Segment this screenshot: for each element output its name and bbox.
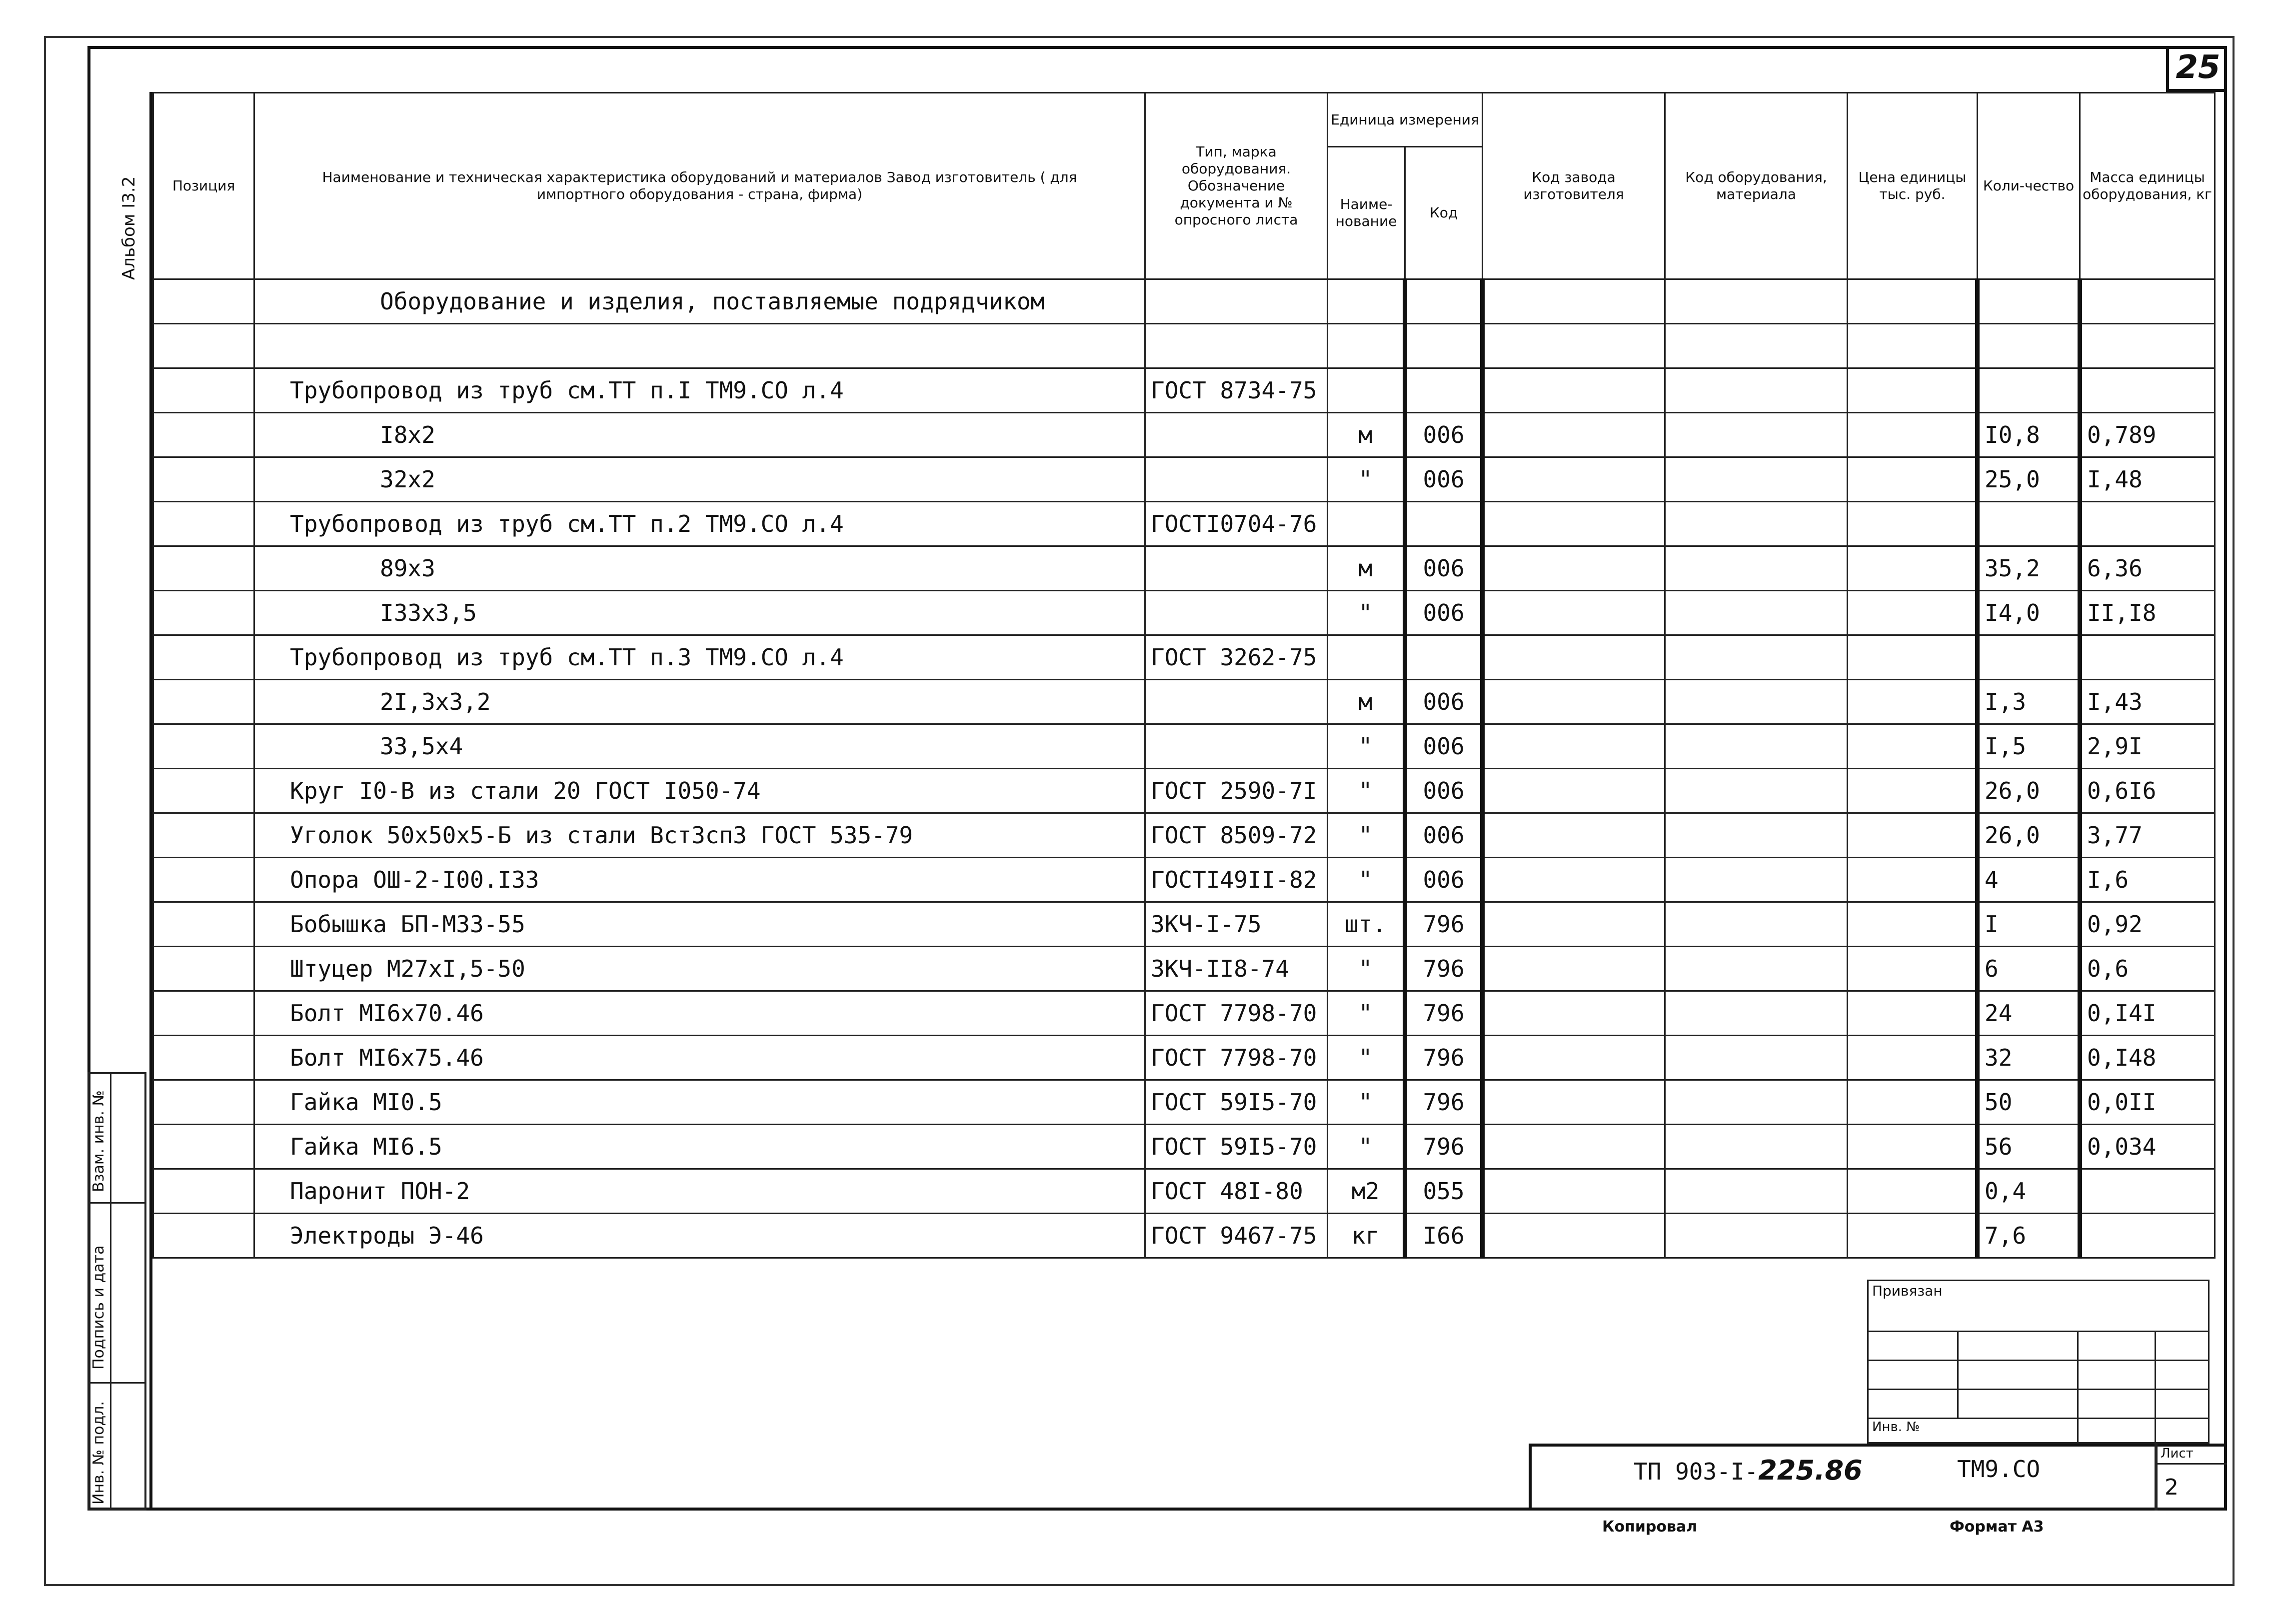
- cell-type: [1145, 680, 1328, 724]
- cell-name: Электроды Э-46: [254, 1214, 1145, 1258]
- cell-type: ГОСТ 8734-75: [1145, 368, 1328, 413]
- cell-position: [153, 413, 254, 457]
- cell-position: [153, 368, 254, 413]
- cell-factory-code: [1483, 902, 1665, 947]
- cell-mass: 2,9I: [2080, 724, 2215, 769]
- inv-label: Инв. №: [1872, 1420, 1920, 1435]
- cell-equipment-code: [1665, 858, 1848, 902]
- cell-position: [153, 947, 254, 991]
- cell-position: [153, 724, 254, 769]
- table-row: [153, 1214, 2215, 1258]
- table-row: [153, 769, 2215, 813]
- cell-type: ГОСТ 8509-72: [1145, 813, 1328, 858]
- cell-quantity: I,3: [1978, 680, 2080, 724]
- cell-factory-code: [1483, 1125, 1665, 1169]
- cell-type: ГОСТI49II-82: [1145, 858, 1328, 902]
- sheet-label: Лист: [2161, 1446, 2194, 1461]
- cell-price: [1848, 635, 1978, 680]
- cell-name: Гайка МI6.5: [254, 1125, 1145, 1169]
- cell-code: 006: [1405, 591, 1483, 635]
- cell-quantity: 32: [1978, 1036, 2080, 1080]
- cell-unit: ": [1328, 813, 1405, 858]
- cell-mass: [2080, 368, 2215, 413]
- cell-price: [1848, 858, 1978, 902]
- cell-quantity: I,5: [1978, 724, 2080, 769]
- header-unit-group: Единица измерения: [1328, 93, 1483, 147]
- cell-code: 006: [1405, 724, 1483, 769]
- cell-position: [153, 1169, 254, 1214]
- cell-factory-code: [1483, 1169, 1665, 1214]
- cell-position: [153, 1036, 254, 1080]
- cell-mass: I,48: [2080, 457, 2215, 502]
- cell-name: Штуцер М27xI,5-50: [254, 947, 1145, 991]
- side-stamp-divider: [110, 1072, 111, 1511]
- cell-unit: ": [1328, 591, 1405, 635]
- cell-unit: ": [1328, 1036, 1405, 1080]
- cell-type: ГОСТ 7798-70: [1145, 991, 1328, 1036]
- table-row: [153, 680, 2215, 724]
- cell-mass: II,I8: [2080, 591, 2215, 635]
- cell-quantity: 56: [1978, 1125, 2080, 1169]
- cell-equipment-code: [1665, 546, 1848, 591]
- linked-divider: [1867, 1360, 2210, 1361]
- table-row: [153, 457, 2215, 502]
- cell-position: [153, 1080, 254, 1125]
- linked-divider: [2077, 1331, 2079, 1444]
- cell-mass: 0,6I6: [2080, 769, 2215, 813]
- cell-code: 006: [1405, 413, 1483, 457]
- cell-unit: ": [1328, 947, 1405, 991]
- table-row: [153, 368, 2215, 413]
- cell-quantity: I0,8: [1978, 413, 2080, 457]
- cell-factory-code: [1483, 1080, 1665, 1125]
- specification-table: [152, 92, 2216, 1259]
- cell-mass: [2080, 502, 2215, 546]
- cell-code: [1405, 368, 1483, 413]
- cell-name: Трубопровод из труб см.ТТ п.3 ТМ9.СО л.4: [254, 635, 1145, 680]
- header-name: Наименование и техническая характеристика оборудований и материалов Завод изготовитель ( для импортного оборудования - страна, фирма): [254, 93, 1145, 279]
- table-row: [153, 546, 2215, 591]
- cell-position: [153, 546, 254, 591]
- cell-price: [1848, 413, 1978, 457]
- cell-equipment-code: [1665, 1169, 1848, 1214]
- cell-factory-code: [1483, 413, 1665, 457]
- cell-code: 055: [1405, 1169, 1483, 1214]
- cell-equipment-code: [1665, 813, 1848, 858]
- cell-type: ГОСТ 48I-80: [1145, 1169, 1328, 1214]
- table-row: [153, 635, 2215, 680]
- table-row: [153, 1036, 2215, 1080]
- cell-code: 006: [1405, 858, 1483, 902]
- cell-price: [1848, 502, 1978, 546]
- cell-type: ГОСТ 7798-70: [1145, 1036, 1328, 1080]
- linked-divider: [2155, 1331, 2156, 1444]
- cell-quantity: 0,4: [1978, 1169, 2080, 1214]
- cell-mass: [2080, 1214, 2215, 1258]
- cell-code: 006: [1405, 457, 1483, 502]
- cell-equipment-code: [1665, 591, 1848, 635]
- cell-price: [1848, 991, 1978, 1036]
- header-equipment-code: Код оборудования, материала: [1665, 93, 1848, 279]
- cell-code: 006: [1405, 813, 1483, 858]
- cell-mass: 0,6: [2080, 947, 2215, 991]
- cell-name: Трубопровод из труб см.ТТ п.2 ТМ9.СО л.4: [254, 502, 1145, 546]
- album-label: Альбом I3.2: [119, 176, 139, 280]
- cell-equipment-code: [1665, 1080, 1848, 1125]
- cell-name: 2I,3x3,2: [254, 680, 1145, 724]
- cell-position: [153, 502, 254, 546]
- cell-type: [1145, 724, 1328, 769]
- cell-quantity: 35,2: [1978, 546, 2080, 591]
- sheet-value: 2: [2165, 1475, 2179, 1500]
- cell-name: 32x2: [254, 457, 1145, 502]
- cell-price: [1848, 546, 1978, 591]
- cell-equipment-code: [1665, 502, 1848, 546]
- table-row: [153, 1169, 2215, 1214]
- header-mass: Масса единицы оборудования, кг: [2080, 93, 2215, 279]
- doc-code-handwritten: 225.86: [1758, 1455, 1863, 1486]
- side-label-replace: Взам. инв. №: [90, 1090, 107, 1192]
- copied-label: Копировал: [1602, 1518, 1698, 1536]
- header-type: Тип, марка оборудования. Обозначение документа и № опросного листа: [1145, 93, 1328, 279]
- cell-unit: м2: [1328, 1169, 1405, 1214]
- cell-quantity: 25,0: [1978, 457, 2080, 502]
- cell-type: ГОСТ 3262-75: [1145, 635, 1328, 680]
- cell-name: Круг I0-В из стали 20 ГОСТ I050-74: [254, 769, 1145, 813]
- cell-type: ГОСТ 2590-7I: [1145, 769, 1328, 813]
- cell-price: [1848, 902, 1978, 947]
- cell-unit: ": [1328, 991, 1405, 1036]
- cell-factory-code: [1483, 457, 1665, 502]
- cell-equipment-code: [1665, 724, 1848, 769]
- table-row: [153, 591, 2215, 635]
- cell-price: [1848, 769, 1978, 813]
- table-row: [153, 858, 2215, 902]
- cell-quantity: [1978, 368, 2080, 413]
- cell-price: [1848, 591, 1978, 635]
- cell-price: [1848, 680, 1978, 724]
- linked-divider: [1867, 1389, 2210, 1390]
- table-row: [153, 1125, 2215, 1169]
- cell-unit: ": [1328, 724, 1405, 769]
- cell-equipment-code: [1665, 1125, 1848, 1169]
- table-row: [153, 724, 2215, 769]
- doc-mark: ТМ9.СО: [1957, 1456, 2041, 1483]
- cell-factory-code: [1483, 680, 1665, 724]
- section-title: Оборудование и изделия, поставляемые подрядчиком: [254, 279, 1145, 324]
- cell-factory-code: [1483, 724, 1665, 769]
- cell-factory-code: [1483, 1214, 1665, 1258]
- cell-quantity: 7,6: [1978, 1214, 2080, 1258]
- header-position: Позиция: [153, 93, 254, 279]
- cell-unit: [1328, 635, 1405, 680]
- cell-equipment-code: [1665, 902, 1848, 947]
- cell-type: ГОСТ 59I5-70: [1145, 1080, 1328, 1125]
- cell-position: [153, 1214, 254, 1258]
- cell-equipment-code: [1665, 368, 1848, 413]
- cell-position: [153, 680, 254, 724]
- linked-divider: [1867, 1418, 2210, 1419]
- cell-position: [153, 991, 254, 1036]
- cell-factory-code: [1483, 502, 1665, 546]
- cell-equipment-code: [1665, 947, 1848, 991]
- cell-unit: шт.: [1328, 902, 1405, 947]
- cell-quantity: I: [1978, 902, 2080, 947]
- cell-position: [153, 457, 254, 502]
- cell-factory-code: [1483, 591, 1665, 635]
- cell-name: Болт МI6x75.46: [254, 1036, 1145, 1080]
- table-row: [153, 1080, 2215, 1125]
- cell-type: [1145, 546, 1328, 591]
- header-factory-code: Код завода изготовителя: [1483, 93, 1665, 279]
- cell-mass: 3,77: [2080, 813, 2215, 858]
- linked-divider: [1867, 1331, 2210, 1332]
- table-row: [153, 991, 2215, 1036]
- cell-mass: 0,I4I: [2080, 991, 2215, 1036]
- cell-code: 796: [1405, 991, 1483, 1036]
- cell-code: 006: [1405, 546, 1483, 591]
- cell-factory-code: [1483, 368, 1665, 413]
- cell-quantity: 4: [1978, 858, 2080, 902]
- title-block-divider: [2155, 1444, 2158, 1511]
- cell-unit: ": [1328, 769, 1405, 813]
- cell-mass: I,6: [2080, 858, 2215, 902]
- cell-name: 33,5x4: [254, 724, 1145, 769]
- linked-label: Привязан: [1872, 1283, 1943, 1299]
- cell-name: Бобышка БП-М33-55: [254, 902, 1145, 947]
- header-unit-code: Код: [1405, 147, 1483, 279]
- cell-name: Уголок 50x50x5-Б из стали ВстЗсп3 ГОСТ 535-79: [254, 813, 1145, 858]
- linked-divider: [1957, 1331, 1959, 1418]
- cell-unit: ": [1328, 1080, 1405, 1125]
- cell-name: I8x2: [254, 413, 1145, 457]
- side-label-signature: Подпись и дата: [90, 1245, 107, 1370]
- cell-quantity: 26,0: [1978, 813, 2080, 858]
- cell-equipment-code: [1665, 1214, 1848, 1258]
- cell-position: [153, 769, 254, 813]
- table-row: [153, 902, 2215, 947]
- cell-code: 006: [1405, 680, 1483, 724]
- cell-equipment-code: [1665, 1036, 1848, 1080]
- cell-factory-code: [1483, 947, 1665, 991]
- cell-position: [153, 635, 254, 680]
- cell-factory-code: [1483, 635, 1665, 680]
- cell-type: [1145, 413, 1328, 457]
- cell-quantity: [1978, 502, 2080, 546]
- cell-type: ГОСТ 9467-75: [1145, 1214, 1328, 1258]
- cell-unit: ": [1328, 1125, 1405, 1169]
- header-price: Цена единицы тыс. руб.: [1848, 93, 1978, 279]
- cell-mass: 0,0II: [2080, 1080, 2215, 1125]
- cell-type: ЗКЧ-II8-74: [1145, 947, 1328, 991]
- sheet-number: 25: [2166, 46, 2227, 92]
- cell-factory-code: [1483, 813, 1665, 858]
- doc-code: [1634, 1455, 1863, 1486]
- side-stamp-divider: [87, 1382, 146, 1384]
- cell-code: 796: [1405, 1080, 1483, 1125]
- cell-price: [1848, 1169, 1978, 1214]
- cell-mass: 0,034: [2080, 1125, 2215, 1169]
- doc-code-print: ТП 903-I-: [1634, 1458, 1759, 1485]
- cell-type: ГОСТ 59I5-70: [1145, 1125, 1328, 1169]
- cell-price: [1848, 457, 1978, 502]
- cell-factory-code: [1483, 769, 1665, 813]
- cell-name: Гайка МI0.5: [254, 1080, 1145, 1125]
- table-row: [153, 413, 2215, 457]
- cell-quantity: 26,0: [1978, 769, 2080, 813]
- cell-code: 796: [1405, 1036, 1483, 1080]
- cell-unit: ": [1328, 457, 1405, 502]
- cell-factory-code: [1483, 546, 1665, 591]
- cell-unit: м: [1328, 680, 1405, 724]
- table-row: [153, 947, 2215, 991]
- cell-unit: [1328, 502, 1405, 546]
- cell-code: I66: [1405, 1214, 1483, 1258]
- cell-price: [1848, 1125, 1978, 1169]
- cell-mass: 0,92: [2080, 902, 2215, 947]
- cell-quantity: [1978, 635, 2080, 680]
- table-row: [153, 813, 2215, 858]
- cell-unit: м: [1328, 413, 1405, 457]
- side-stamp-divider: [87, 1202, 146, 1204]
- cell-price: [1848, 1080, 1978, 1125]
- cell-unit: кг: [1328, 1214, 1405, 1258]
- cell-factory-code: [1483, 991, 1665, 1036]
- cell-quantity: 24: [1978, 991, 2080, 1036]
- cell-position: [153, 813, 254, 858]
- cell-name: Болт МI6x70.46: [254, 991, 1145, 1036]
- cell-equipment-code: [1665, 635, 1848, 680]
- cell-name: Опора ОШ-2-I00.I33: [254, 858, 1145, 902]
- cell-code: 796: [1405, 1125, 1483, 1169]
- cell-price: [1848, 1214, 1978, 1258]
- cell-code: 006: [1405, 769, 1483, 813]
- cell-quantity: 6: [1978, 947, 2080, 991]
- cell-type: [1145, 591, 1328, 635]
- cell-price: [1848, 813, 1978, 858]
- cell-name: 89x3: [254, 546, 1145, 591]
- cell-equipment-code: [1665, 991, 1848, 1036]
- cell-code: [1405, 502, 1483, 546]
- cell-code: 796: [1405, 902, 1483, 947]
- cell-position: [153, 591, 254, 635]
- cell-mass: 0,789: [2080, 413, 2215, 457]
- cell-unit: ": [1328, 858, 1405, 902]
- cell-mass: [2080, 635, 2215, 680]
- cell-code: 796: [1405, 947, 1483, 991]
- table-row: [153, 502, 2215, 546]
- cell-equipment-code: [1665, 413, 1848, 457]
- format-label: Формат А3: [1950, 1518, 2044, 1536]
- cell-equipment-code: [1665, 769, 1848, 813]
- cell-mass: I,43: [2080, 680, 2215, 724]
- cell-equipment-code: [1665, 680, 1848, 724]
- cell-quantity: I4,0: [1978, 591, 2080, 635]
- cell-unit: [1328, 368, 1405, 413]
- cell-price: [1848, 724, 1978, 769]
- cell-position: [153, 1125, 254, 1169]
- cell-equipment-code: [1665, 457, 1848, 502]
- cell-name: Паронит ПОН-2: [254, 1169, 1145, 1214]
- cell-factory-code: [1483, 1036, 1665, 1080]
- cell-mass: [2080, 1169, 2215, 1214]
- cell-name: Трубопровод из труб см.ТТ п.I ТМ9.СО л.4: [254, 368, 1145, 413]
- cell-position: [153, 858, 254, 902]
- cell-mass: 6,36: [2080, 546, 2215, 591]
- cell-position: [153, 902, 254, 947]
- cell-type: [1145, 457, 1328, 502]
- header-quantity: Коли-чество: [1978, 93, 2080, 279]
- cell-type: ЗКЧ-I-75: [1145, 902, 1328, 947]
- cell-factory-code: [1483, 858, 1665, 902]
- cell-mass: 0,I48: [2080, 1036, 2215, 1080]
- cell-unit: м: [1328, 546, 1405, 591]
- title-block-divider: [2155, 1463, 2227, 1465]
- cell-price: [1848, 1036, 1978, 1080]
- cell-name: I33x3,5: [254, 591, 1145, 635]
- header-unit-name: Наиме-нование: [1328, 147, 1405, 279]
- side-label-inv: Инв. № подл.: [90, 1401, 107, 1505]
- cell-quantity: 50: [1978, 1080, 2080, 1125]
- cell-price: [1848, 368, 1978, 413]
- cell-code: [1405, 635, 1483, 680]
- cell-price: [1848, 947, 1978, 991]
- cell-type: ГОСТI0704-76: [1145, 502, 1328, 546]
